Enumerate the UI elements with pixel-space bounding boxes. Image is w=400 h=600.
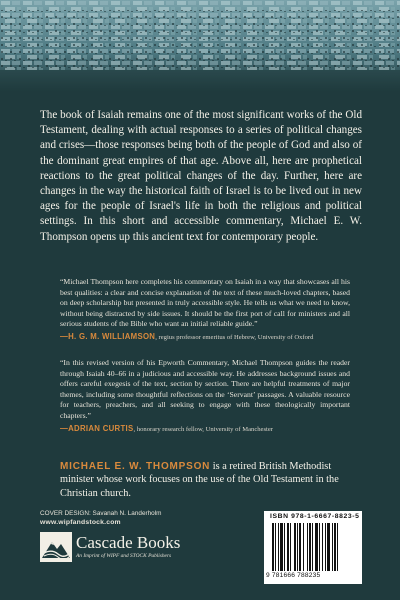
endorser-dash: —	[60, 331, 69, 341]
barcode-bar	[315, 523, 318, 571]
barcode-bar	[275, 523, 276, 571]
barcode-bar	[290, 523, 291, 571]
endorsement-attribution	[60, 332, 350, 344]
barcode-bar	[284, 523, 285, 571]
barcode-bar	[294, 523, 296, 571]
endorsement-curtis	[60, 358, 350, 435]
author-name: MICHAEL E. W. THOMPSON	[60, 461, 211, 472]
publisher-name: Cascade Books	[76, 533, 181, 552]
barcode-bar	[280, 523, 283, 571]
barcode-bar	[303, 523, 304, 571]
barcode-bar	[272, 523, 274, 571]
endorser-dash: —	[60, 423, 69, 433]
barcode-bar	[319, 523, 320, 571]
endorser-affiliation: , regius professor emeritus of Hebrew, University of Oxford	[155, 333, 314, 341]
isbn-label: ISBN 978-1-6667-8823-5	[270, 513, 360, 520]
mosaic-texture-image	[0, 0, 400, 92]
barcode-bar	[332, 523, 333, 571]
credits	[40, 509, 161, 527]
publisher-url: www.wipfandstock.com	[40, 519, 121, 526]
publisher-tagline: An Imprint of WIPF and STOCK Publishers	[76, 553, 172, 559]
cover-artwork	[0, 0, 400, 92]
barcode-bar	[327, 523, 330, 571]
author-bio	[60, 460, 360, 500]
barcode-bar	[297, 523, 298, 571]
barcode-bar	[325, 523, 326, 571]
endorsement-attribution	[60, 424, 350, 436]
endorser-name: H. G. M. WILLIAMSON	[68, 331, 156, 341]
barcode-bar	[278, 523, 279, 571]
barcode-bar	[299, 523, 301, 571]
author-bio-text: is a retired British Methodist minister whose work focuses on the use of the Old Testament in the Christian church.	[60, 461, 339, 499]
isbn-barcode	[264, 511, 362, 584]
barcode-bars	[272, 523, 356, 571]
endorsement-williamson	[60, 277, 350, 344]
endorsement-quote: “Michael Thompson here completes his commentary on Isaiah in a way that showcases all his best qualities: a clear and concise explanation of the text of these much-loved chapters, based on deep scholarship but presented in truly accessible style. He tells us what we need to know, without being distracted by side issues. It should be the first port of call for ministers and all serious students of the Bible who want an initial reliable guide.”	[60, 277, 350, 329]
publisher-logo	[40, 532, 190, 566]
barcode-bar	[334, 523, 336, 571]
book-description: The book of Isaiah remains one of the most significant works of the Old Testament, dealing with actual responses to a series of political changes and crises—those responses being both of the people of God and also of the dominant great empires of that age. Above all, here are prophetical reactions to the great political changes of the day. Further, here are changes in the way the historical faith of Israel is to be lived out in new ages for the people of Israel's life in both the religious and political settings. In this short and accessible commentary, Michael E. W. Thompson opens up this ancient text for contemporary people.	[40, 109, 362, 243]
barcode-bar	[287, 523, 289, 571]
cover-design-credit: COVER DESIGN: Savanah N. Landerholm	[40, 510, 162, 517]
barcode-digits: 9 781666 788235	[266, 572, 321, 579]
barcode-bar	[337, 523, 338, 571]
endorsement-quote: “In this revised version of his Epworth Commentary, Michael Thompson guides the reader through Isaiah 40–66 in a judicious and accessible way. He addresses background issues and offers careful exegesis of the text, section by section. There are helpful treatments of major themes, including some thoughtful reflections on the ‘Servant’ passages. A valuable resource for teachers, preachers, and all seeking to engage with these theologically important chapters.”	[60, 358, 350, 420]
barcode-bar	[322, 523, 323, 571]
barcode-bar	[309, 523, 311, 571]
endorser-name: ADRIAN CURTIS	[68, 423, 134, 433]
endorser-affiliation: , honorary research fellow, University of Manchester	[133, 425, 273, 433]
barcode-bar	[312, 523, 313, 571]
mountain-icon	[40, 532, 72, 562]
barcode-bar	[307, 523, 308, 571]
